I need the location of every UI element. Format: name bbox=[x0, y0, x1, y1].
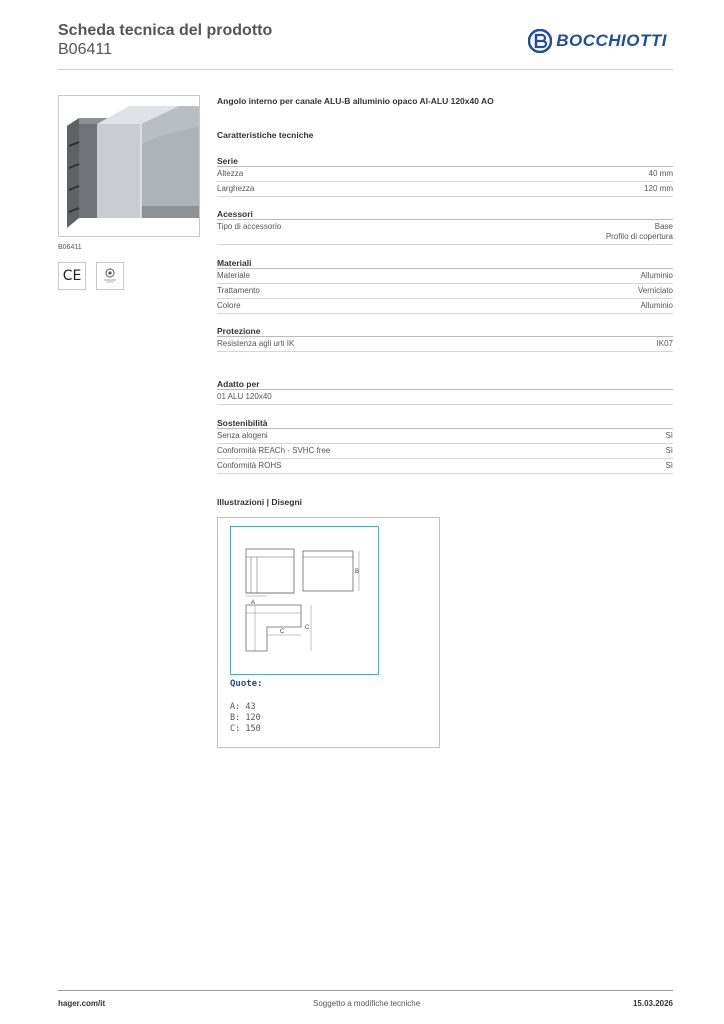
spec-row bbox=[217, 284, 673, 299]
spec-label: Trattamento bbox=[217, 286, 260, 295]
dimension-b-value: B: 120 bbox=[230, 713, 261, 723]
section-adatto-per bbox=[217, 378, 673, 405]
section-title: Sostenibilità bbox=[217, 417, 673, 429]
dimension-c-value: C: 150 bbox=[230, 724, 261, 734]
spec-label: 01 ALU 120x40 bbox=[217, 392, 272, 401]
spec-label: Resistenza agli urti IK bbox=[217, 339, 295, 348]
dimension-c-label: C bbox=[280, 629, 285, 635]
section-title: Acessori bbox=[217, 208, 673, 220]
spec-label: Tipo di accessorio bbox=[217, 222, 282, 231]
product-image-caption: B06411 bbox=[58, 244, 82, 251]
spec-row bbox=[217, 429, 673, 444]
section-title: Materiali bbox=[217, 257, 673, 269]
spec-row bbox=[217, 269, 673, 284]
spec-label: Senza alogeni bbox=[217, 431, 268, 440]
spec-value-line: Profilo di copertura bbox=[605, 232, 673, 241]
section-serie bbox=[217, 155, 673, 197]
spec-value: Alluminio bbox=[640, 301, 673, 310]
brand-wordmark: BOCCHIOTTI bbox=[556, 31, 667, 50]
spec-label: Conformità REACh - SVHC free bbox=[217, 446, 331, 455]
characteristics-heading: Caratteristiche tecniche bbox=[217, 130, 314, 140]
spec-row bbox=[217, 337, 673, 352]
dimension-b-label: B bbox=[355, 569, 360, 575]
technical-drawing bbox=[217, 517, 440, 748]
page-footer bbox=[58, 990, 673, 1014]
spec-label: Conformità ROHS bbox=[217, 461, 282, 470]
spec-label: Colore bbox=[217, 301, 241, 310]
page-title: Scheda tecnica del prodotto bbox=[58, 22, 273, 39]
product-description: Angolo interno per canale ALU-B alluminio opaco Al-ALU 120x40 AO bbox=[217, 96, 494, 106]
spec-row bbox=[217, 167, 673, 182]
dimension-c-label: C bbox=[305, 625, 310, 631]
internal-corner-illustration bbox=[59, 96, 199, 236]
spec-row bbox=[217, 390, 673, 405]
product-image bbox=[58, 95, 200, 237]
spec-value: Sì bbox=[665, 461, 673, 470]
spec-value: 40 mm bbox=[648, 169, 673, 178]
footer-note: Soggetto a modifiche tecniche bbox=[313, 999, 421, 1008]
dimensions-heading: Quote: bbox=[230, 679, 263, 689]
drawings-heading: Illustrazioni | Disegni bbox=[217, 497, 303, 507]
brand-logo bbox=[528, 29, 667, 53]
eco-certification-icon bbox=[96, 262, 124, 290]
spec-value bbox=[606, 222, 673, 242]
spec-row bbox=[217, 220, 673, 245]
spec-value-line: Base bbox=[654, 222, 673, 231]
page-header bbox=[58, 20, 673, 70]
spec-label: Materiale bbox=[217, 271, 250, 280]
spec-value: Verniciato bbox=[637, 286, 673, 295]
drawing-frame bbox=[230, 526, 379, 675]
section-accessori bbox=[217, 208, 673, 245]
spec-value: Sì bbox=[665, 431, 673, 440]
spec-row bbox=[217, 444, 673, 459]
spec-row bbox=[217, 459, 673, 474]
spec-row bbox=[217, 299, 673, 314]
spec-value: Alluminio bbox=[640, 271, 673, 280]
website-link[interactable]: hager.com/it bbox=[58, 999, 106, 1008]
section-title: Adatto per bbox=[217, 378, 673, 390]
spec-label: Altezza bbox=[217, 169, 244, 178]
section-title: Serie bbox=[217, 155, 673, 167]
spec-label: Larghezza bbox=[217, 184, 255, 193]
spec-value: IK07 bbox=[656, 339, 673, 348]
dimension-a-value: A: 43 bbox=[230, 702, 256, 712]
product-code: B06411 bbox=[58, 41, 112, 58]
dimension-drawing bbox=[231, 527, 378, 674]
spec-value: 120 mm bbox=[644, 184, 673, 193]
section-materiali bbox=[217, 257, 673, 314]
bocchiotti-logo-icon bbox=[528, 29, 552, 53]
ce-mark-icon: CE bbox=[58, 262, 86, 290]
document-date: 15.03.2026 bbox=[632, 999, 673, 1008]
section-sostenibilita bbox=[217, 417, 673, 474]
spec-row bbox=[217, 182, 673, 197]
section-title: Protezione bbox=[217, 325, 673, 337]
dimension-a-label: A bbox=[251, 600, 256, 606]
spec-value: Sì bbox=[665, 446, 673, 455]
section-protezione bbox=[217, 325, 673, 352]
